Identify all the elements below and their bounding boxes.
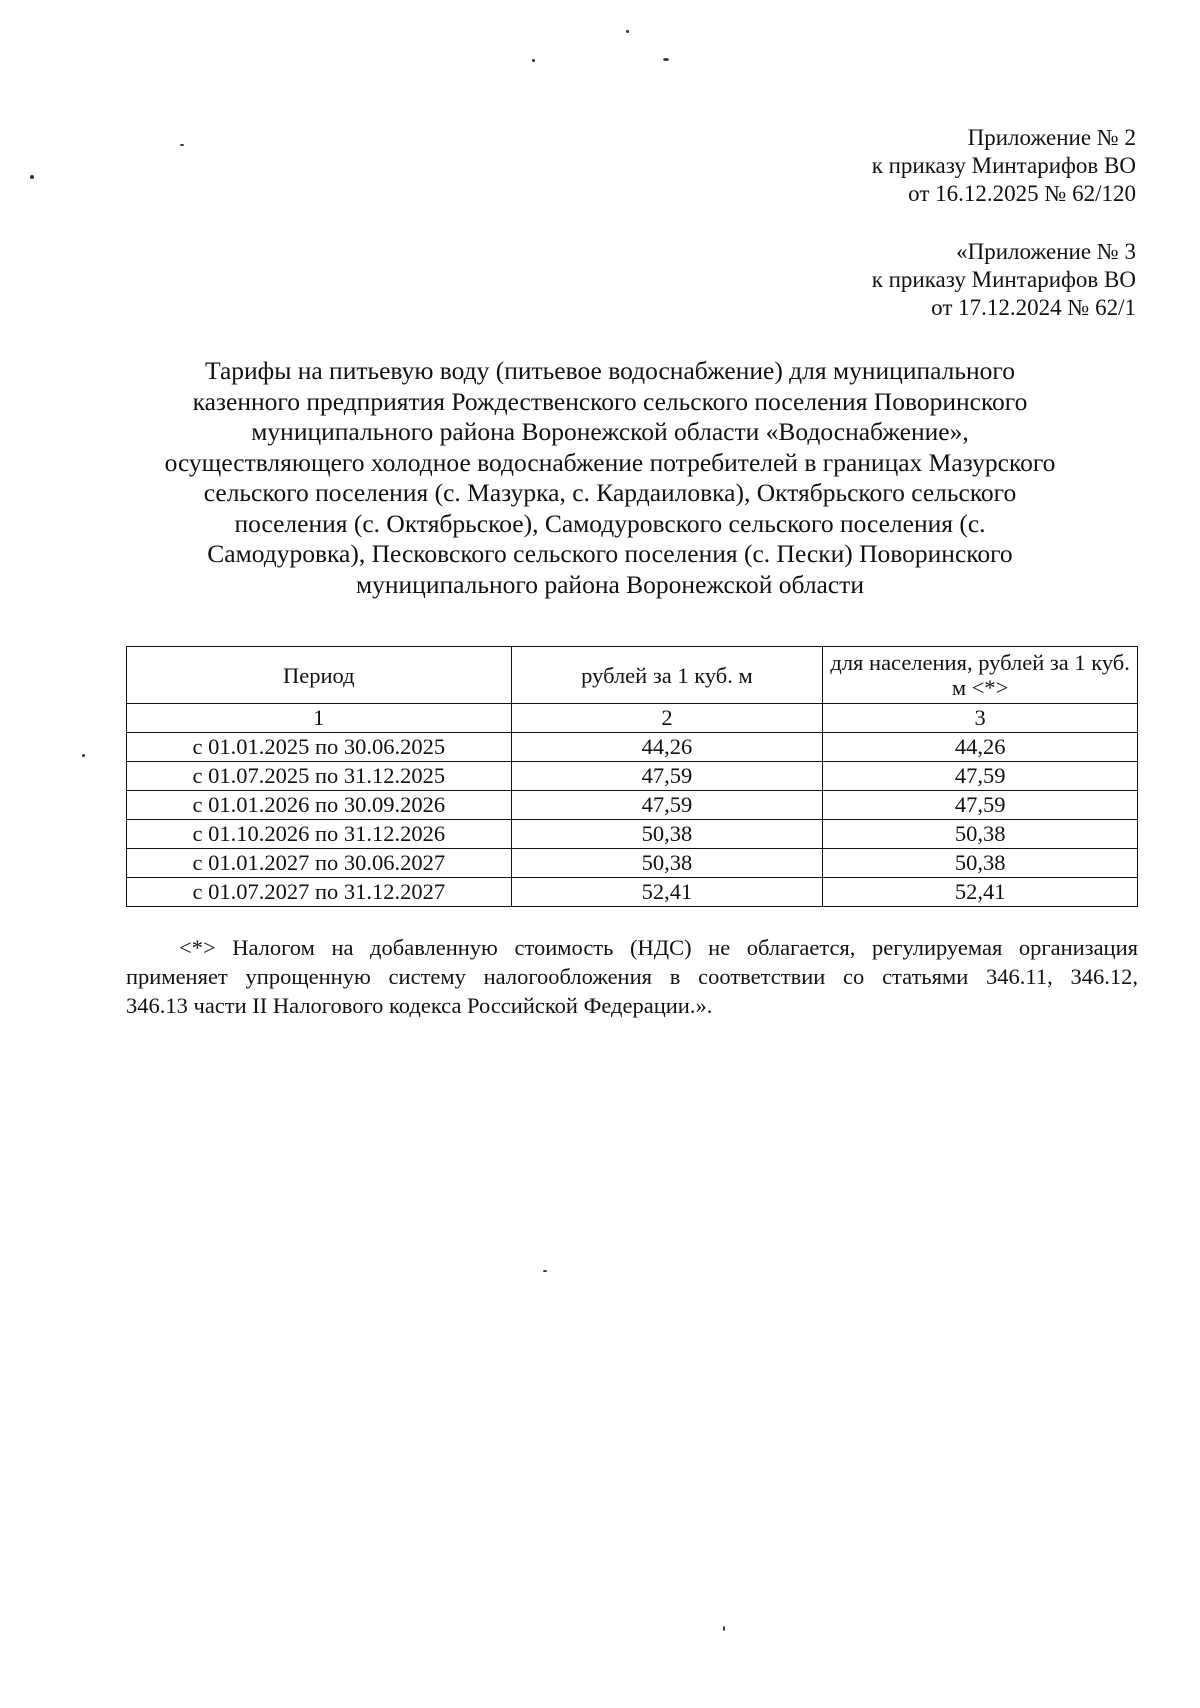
appendix-order: к приказу Минтарифов ВО	[871, 267, 1136, 292]
footnote-line: <*> Налогом на добавленную стоимость (НДС) не облагается, регулируемая организация	[179, 935, 1138, 960]
title-line: сельского поселения (с. Мазурка, с. Кардаиловка), Октябрьского сельского	[203, 478, 1017, 507]
document-title	[110, 356, 1110, 600]
scan-speck	[723, 1626, 725, 1631]
period-cell: с 01.01.2025 по 30.06.2025	[127, 733, 512, 762]
title-line: Тарифы на питьевую воду (питьевое водоснабжение) для муниципального	[205, 356, 1015, 385]
footnote	[126, 933, 1138, 1020]
header-rate: рублей за 1 куб. м	[511, 647, 823, 704]
population-rate-cell: 44,26	[823, 733, 1138, 762]
appendix-number: «Приложение № 3	[956, 239, 1136, 264]
title-line: Самодуровка), Песковского сельского поселения (с. Пески) Поворинского	[207, 539, 1013, 568]
title-line: муниципального района Воронежской области «Водоснабжение»,	[251, 417, 969, 446]
period-cell: с 01.01.2026 по 30.09.2026	[127, 791, 512, 820]
table-row	[127, 791, 1138, 820]
table-row	[127, 878, 1138, 907]
scan-speck	[543, 1270, 547, 1272]
rate-cell: 47,59	[511, 791, 823, 820]
appendix-date: от 17.12.2024 № 62/1	[931, 295, 1136, 320]
rate-cell: 44,26	[511, 733, 823, 762]
rate-cell: 47,59	[511, 762, 823, 791]
appendix-reference-current	[872, 124, 1136, 208]
tariff-table	[126, 646, 1138, 907]
table-row	[127, 849, 1138, 878]
table-row	[127, 733, 1138, 762]
header-period: Период	[127, 647, 512, 704]
population-rate-cell: 47,59	[823, 762, 1138, 791]
title-line: казенного предприятия Рождественского сельского поселения Поворинского	[192, 386, 1028, 416]
scan-speck	[82, 754, 85, 757]
footnote-line: 346.13 части II Налогового кодекса Российской Федерации.».	[126, 993, 713, 1018]
table-row	[127, 762, 1138, 791]
population-rate-cell: 50,38	[823, 849, 1138, 878]
period-cell: с 01.01.2027 по 30.06.2027	[127, 849, 512, 878]
rate-cell: 50,38	[511, 849, 823, 878]
scan-speck	[30, 175, 34, 179]
column-number: 2	[511, 704, 823, 733]
population-rate-cell: 50,38	[823, 820, 1138, 849]
population-rate-cell: 47,59	[823, 791, 1138, 820]
column-number: 3	[823, 704, 1138, 733]
table-row	[127, 820, 1138, 849]
scan-speck	[180, 144, 184, 146]
appendix-order: к приказу Минтарифов ВО	[871, 153, 1136, 178]
appendix-number: Приложение № 2	[967, 125, 1136, 150]
column-number-row	[127, 704, 1138, 733]
column-number: 1	[127, 704, 512, 733]
footnote-line: применяет упрощенную систему налогообложения в соответствии со статьями 346.11, 346.12,	[126, 964, 1138, 989]
title-line: осуществляющего холодное водоснабжение потребителей в границах Мазурского	[164, 447, 1056, 477]
population-rate-cell: 52,41	[823, 878, 1138, 907]
appendix-reference-amended	[872, 238, 1136, 322]
period-cell: с 01.10.2026 по 31.12.2026	[127, 820, 512, 849]
title-line: муниципального района Воронежской области	[356, 569, 864, 599]
scan-speck	[532, 59, 535, 62]
period-cell: с 01.07.2027 по 31.12.2027	[127, 878, 512, 907]
appendix-date: от 16.12.2025 № 62/120	[908, 181, 1136, 206]
scan-speck	[626, 30, 629, 33]
scan-speck	[663, 58, 669, 61]
header-population-rate: для населения, рублей за 1 куб. м <*>	[823, 647, 1138, 704]
table-header-row	[127, 647, 1138, 704]
rate-cell: 52,41	[511, 878, 823, 907]
title-line: поселения (с. Октябрьское), Самодуровского сельского поселения (с.	[234, 508, 986, 538]
rate-cell: 50,38	[511, 820, 823, 849]
period-cell: с 01.07.2025 по 31.12.2025	[127, 762, 512, 791]
